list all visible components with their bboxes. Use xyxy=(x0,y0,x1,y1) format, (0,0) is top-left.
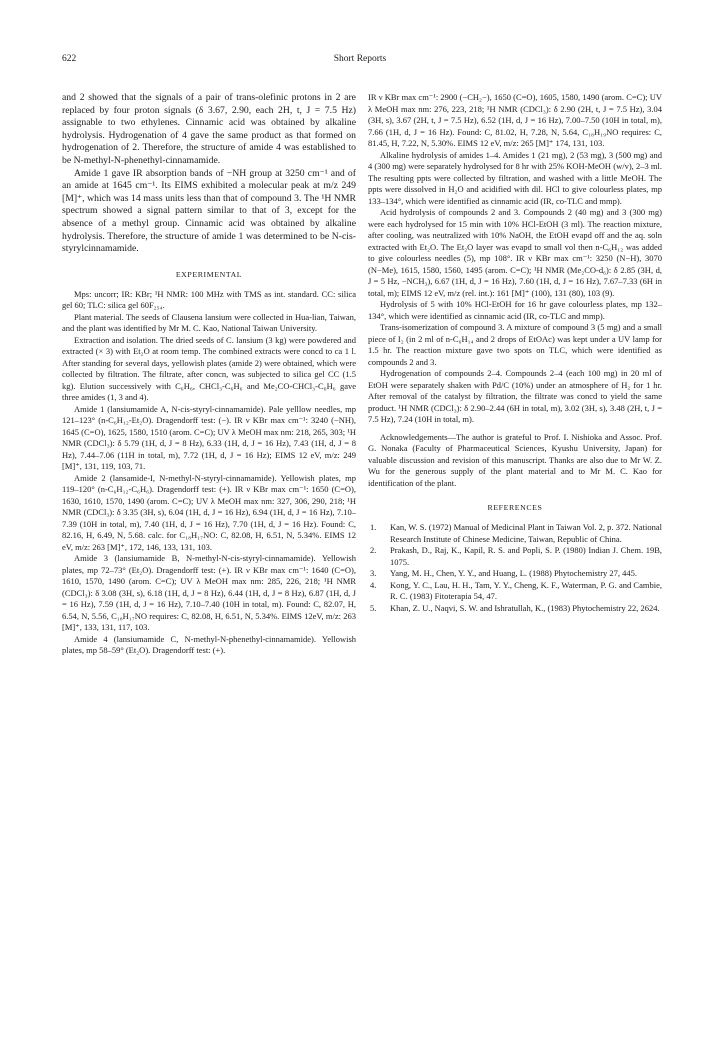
alkaline-hydrolysis: Alkaline hydrolysis of amides 1–4. Amides 1 (21 mg), 2 (53 mg), 3 (500 mg) and 4 (300 mg) were separately hydrolysed for 8 hr with 25% KOH-MeOH (w/v), 2–3 ml. The resulting ppts were collected by filtration, and washed with a little MeOH. The ppts were dissolved in H₂O and acidified with dil. HCl to give colourless plates, mp 133–134°, which were identified as cinnamic acid (IR, co-TLC and mmp). xyxy=(368,149,662,206)
reference-item xyxy=(368,568,662,580)
reference-text: Prakash, D., Raj, K., Kapil, R. S. and Popli, S. P. (1980) Indian J. Chem. 19B, 1075. xyxy=(390,545,662,567)
page-number: 622 xyxy=(62,54,77,64)
reference-number: 1. xyxy=(370,522,377,532)
acid-hydrolysis: Acid hydrolysis of compounds 2 and 3. Compounds 2 (40 mg) and 3 (300 mg) were each hydrolysed for 15 min with 10% HCl-EtOH (3 ml). The reaction mixture, after cooling, was neutralized with 10% NaOH, the EtOH evapd off and the aq. soln extracted with Et₂O. The Et₂O layer was evapd to small vol then n-C₆H₁₂ was added to give colourless needles (5), mp 108°. IR ν KBr max cm⁻¹: 3250 (N−H), 3070 (N−Me), 1615, 1580, 1560, 1495 (arom. C=C); ¹H NMR (Me₂CO-d₆): δ 2.85 (3H, d, J = 5 Hz, −NCH₃), 6.67 (1H, d, J = 16 Hz), 7.60 (1H, d, J = 16 Hz), 7.67–7.33 (6H in total, m); EIMS 12 eV, m/z (rel. int.): 161 [M]⁺ (100), 131 (80), 103 (9). xyxy=(368,207,662,298)
reference-number: 2. xyxy=(370,545,377,555)
trans-isomerization: Trans-isomerization of compound 3. A mixture of compound 3 (5 mg) and a small piece of I₂ (in 2 ml of n-C₆H₁₄ and 2 drops of EtOAc) was kept under a UV lamp for 1.5 hr. The reaction mixture gave two spots on TLC, which were identified as compounds 2 and 3. xyxy=(368,322,662,367)
amide-4-continued: IR ν KBr max cm⁻¹: 2900 (−CH₂−), 1650 (C=O), 1605, 1580, 1490 (arom. C=C); UV λ MeOH max nm: 276, 223, 218; ¹H NMR (CDCl₃): δ 2.90 (2H, t, J = 7.5 Hz), 3.04 (3H, s), 3.67 (2H, t, J = 7.5 Hz), 6.52 (1H, d, J = 16 Hz), 7.00–7.50 (10H in total, m), 7.66 (1H, d, J = 16 Hz). Found: C, 81.02, H, 7.28, N, 5.64, C₁₈H₁₉NO requires: C, 81.45, H, 7.22, N, 5.30%. EIMS 12 eV, m/z: 265 [M]⁺ 174, 131, 103. xyxy=(368,92,662,148)
plant-material: Plant material. The seeds of Clausena lansium were collected in Hua-lian, Taiwan, and the plant was identified by Mr M. C. Kao, National Taiwan University. xyxy=(62,311,356,334)
acknowledgements: Acknowledgements—The author is grateful to Prof. I. Nishioka and Assoc. Prof. G. Nonaka (Faculty of Pharmaceutical Sciences, Kyushu University, Japan) for valuable discussion and revision of this manuscript. Thanks are also due to Mr W. Z. Wu for the generous supply of the plant material and to Mr M. C. Kao for identification of the plant. xyxy=(368,431,662,488)
page-header xyxy=(62,54,658,68)
amide-2-data: Amide 2 (lansamide-I, N-methyl-N-styryl-cinnamamide). Yellowish plates, mp 119–120° (n-C₆H₁₂-C₆H₆). Dragendorff test: (+). IR ν KBr max cm⁻¹: 1650 (C=O), 1630, 1610, 1570, 1490 (arom. C=C); UV λ MeOH max nm: 327, 306, 290, 218; ¹H NMR (CDCl₃): δ 3.35 (3H, s), 6.04 (1H, d, J = 16 Hz), 6.94 (1H, d, J = 16 Hz), 7.10–7.39 (10H in total, m), 7.40 (1H, d, J = 16 Hz), 7.70 (1H, d, J = 16 Hz). Found: C, 82.16, H, 6.49, N, 5.68. calc. for C₁₈H₁₇NO: C, 82.08, H, 6.51, N, 5.34%. EIMS 12 eV, m/z: 263 [M]⁺, 172, 146, 133, 131, 103. xyxy=(62,472,356,552)
extraction-isolation: Extraction and isolation. The dried seeds of C. lansium (3 kg) were powdered and extracted (× 3) with Et₂O at room temp. The combined extracts were concd to ca 1 l. After standing for several days, yellowish plates (amide 2) were obtained, which were collected by filtration. The filtrate, after concn, was subjected to silica gel CC (1.5 kg). Elution successively with C₆H₆, CHCl₃-C₆H₆ and Me₂CO-CHCl₃-C₆H₆ gave three amides (1, 3 and 4). xyxy=(62,334,356,403)
reference-text: Khan, Z. U., Naqvi, S. W. and Ishratullah, K., (1983) Phytochemistry 22, 2624. xyxy=(390,602,660,613)
reference-item xyxy=(368,580,662,603)
reference-list xyxy=(368,522,662,614)
experimental-heading: EXPERIMENTAL xyxy=(175,269,243,279)
reference-number: 4. xyxy=(370,579,377,590)
reference-text: Yang, M. H., Chen, Y. Y., and Huang, L. (1988) Phytochemistry 27, 445. xyxy=(390,568,638,578)
exp-general: Mps: uncorr; IR: KBr; ¹H NMR: 100 MHz with TMS as int. standard. CC: silica gel 60; TLC: silica gel 60F₂₅₄. xyxy=(62,288,356,311)
reference-number: 5. xyxy=(370,602,377,613)
reference-item xyxy=(368,545,662,568)
reference-item xyxy=(368,522,662,545)
intro-paragraph-2: Amide 1 gave IR absorption bands of −NH group at 3250 cm⁻¹ and of an amide at 1645 cm⁻¹. Its EIMS exhibited a molecular peak at m/z 249 [M]⁺, which was 14 mass units less than that of compound 3. The ¹H NMR spectrum showed a signal pattern similar to that of 3, except for the absence of a methyl group. Cinnamic acid was obtained by alkaline hydrolysis. Therefore, the structure of amide 1 was determined to be N-cis-styrylcinnamamide. xyxy=(62,167,356,255)
right-column xyxy=(368,92,662,614)
reference-number: 3. xyxy=(370,568,377,578)
hydrogenation: Hydrogenation of compounds 2–4. Compounds 2–4 (each 100 mg) in 20 ml of EtOH were separately shaken with Pd/C (10%) under an atmosphere of H₂ for 1 hr. After removal of the catalyst by filtration, the filtrate was concd to yield the same product. ¹H NMR (CDCl₃): δ 2.90–2.44 (6H in total, m), 3.02 (3H, s), 3.48 (2H, t, J = 7.5 Hz), 7.24 (10H in total, m). xyxy=(368,368,662,424)
reference-item xyxy=(368,603,662,615)
reference-text: Kong, Y. C., Lau, H. H., Tam, Y. Y., Cheng, K. F., Waterman, P. G. and Cambie, R. C. (1983) Fitoterapia 54, 47. xyxy=(390,579,662,601)
amide-3-data: Amide 3 (lansiumamide B, N-methyl-N-cis-styryl-cinnamamide). Yellowish plates, mp 72–73° (Et₂O). Dragendorff test: (+). IR ν KBr max cm⁻¹: 1640 (C=O), 1610, 1570, 1490 (arom. C=C); UV λ MeOH max nm: 285, 226, 218; ¹H NMR (CDCl₃): δ 3.08 (3H, s), 6.18 (1H, d, J = 8 Hz), 6.44 (1H, d, J = 8 Hz), 6.87 (1H, d, J = 16 Hz), 7.59 (1H, d, J = 16 Hz), 7.10–7.40 (10H in total, m). Found: C, 82.07, H, 6.54, N, 5.56, C₁₈H₁₇NO requires: C, 82.08, H, 6.51, N, 5.34%. EIMS 12eV, m/z: 263 [M]⁺, 133, 131, 117, 103. xyxy=(62,553,356,633)
running-title: Short Reports xyxy=(333,54,387,64)
amide-1-data: Amide 1 (lansiumamide A, N-cis-styryl-cinnamamide). Pale yelllow needles, mp 121–123° (n-C₆H₁₂-Et₂O). Dragendorff test: (−). IR ν KBr max cm⁻¹: 3240 (−NH), 1645 (C=O), 1625, 1580, 1510 (arom. C=C); UV λ MeOH max nm: 218, 265, 303; ¹H NMR (CDCl₃): δ 5.79 (1H, d, J = 8 Hz), 6.33 (1H, d, J = 16 Hz), 7.43 (1H, d, J = 8 Hz), 7.44–7.06 (11H in total, m), 7.72 (1H, d, J = 16 Hz); EIMS 12 eV, m/z: 249 [M]⁺, 131, 119, 103, 71. xyxy=(62,403,356,472)
references-heading: REFERENCES xyxy=(487,503,543,512)
intro-paragraph-1: and 2 showed that the signals of a pair of trans-olefinic protons in 2 are replaced by four proton signals (δ 3.67, 2.90, each 2H, t, J = 7.5 Hz) assignable to two ethylenes. Cinnamic acid was obtained by alkaline hydrolysis. Hydrogenation of 4 gave the same product as that formed on hydrogenation of 2. Therefore, the structure of amide 4 was established to be N-methyl-N-phenethyl-cinnamamide. xyxy=(62,92,356,166)
hydrolysis-of-5: Hydrolysis of 5 with 10% HCl-EtOH for 16 hr gave colourless plates, mp 132–134°, which were identified as cinnamic acid (IR, co-TLC and mmp). xyxy=(368,299,662,321)
left-column xyxy=(62,92,356,657)
reference-text: Kan, W. S. (1972) Manual of Medicinal Plant in Taiwan Vol. 2, p. 372. National Research Institute of Chinese Medicine, Taiwan, Republic of China. xyxy=(390,522,662,544)
amide-4-data: Amide 4 (lansiumamide C, N-methyl-N-phenethyl-cinnamamide). Yellowish plates, mp 58–59° (Et₂O). Dragendorff test: (+). xyxy=(62,633,356,656)
